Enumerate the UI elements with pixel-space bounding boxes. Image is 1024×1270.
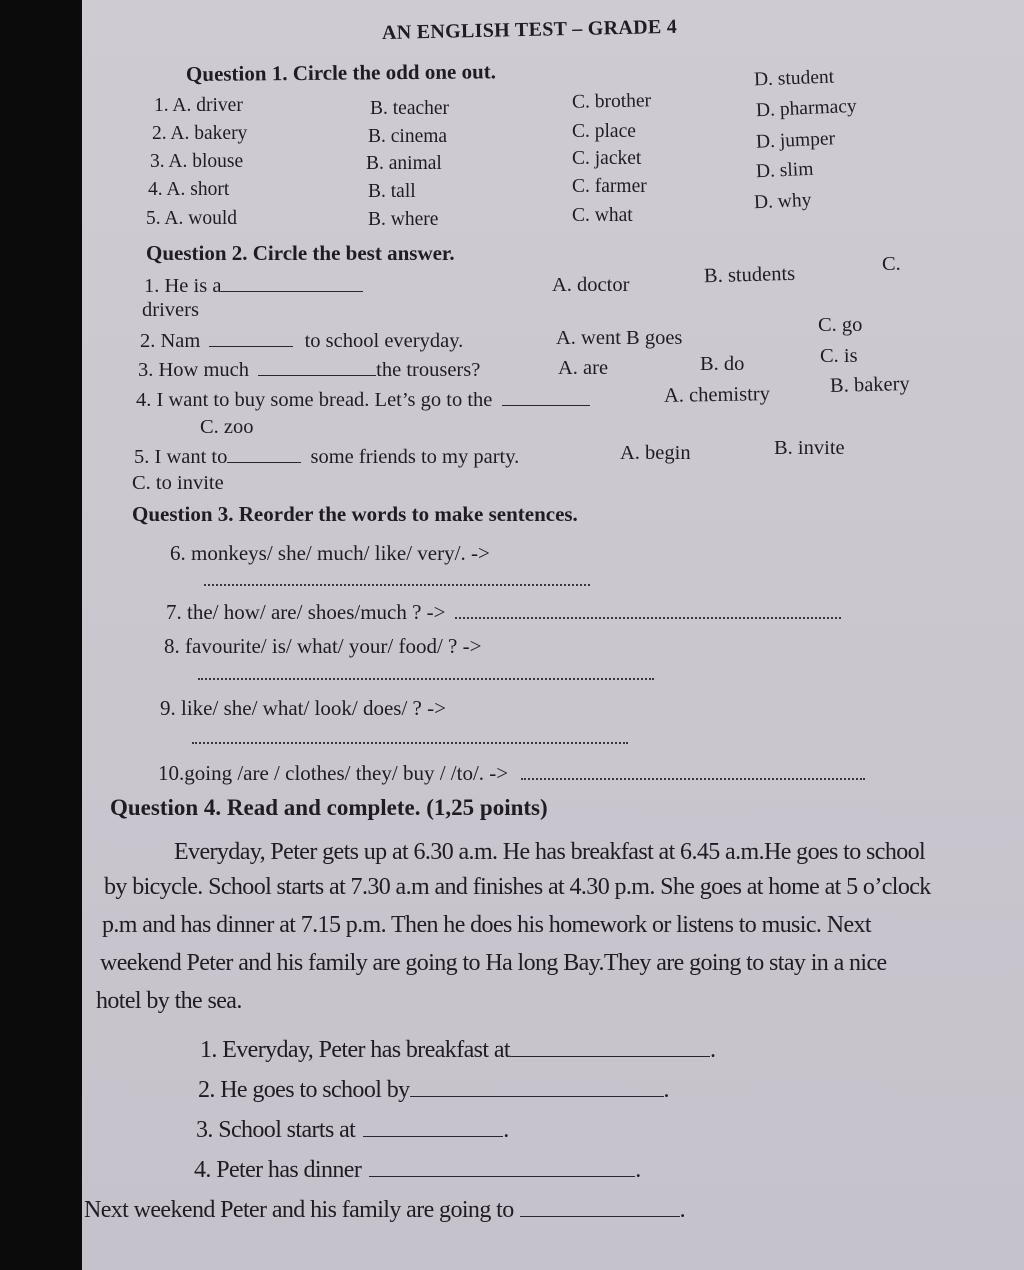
q2-item1-text: 1. He is a bbox=[144, 275, 222, 297]
q3-item7 bbox=[166, 600, 841, 625]
q3-item9-answer-line bbox=[192, 728, 628, 744]
q1-row1-c: C. brother bbox=[571, 90, 652, 113]
q2-item3-opt-c: C. is bbox=[820, 345, 858, 367]
q2-item1-opt-c: C. bbox=[882, 253, 901, 275]
q4-item1-blank bbox=[510, 1056, 710, 1057]
q3-item9: 9. like/ she/ what/ look/ does/ ? -> bbox=[160, 696, 446, 720]
q2-item2-blank bbox=[209, 346, 293, 347]
q1-row5-d: D. why bbox=[753, 189, 812, 214]
q3-item6: 6. monkeys/ she/ much/ like/ very/. -> bbox=[170, 541, 490, 565]
q4-item1-period: . bbox=[709, 1037, 716, 1063]
q4-item3-period: . bbox=[503, 1117, 509, 1143]
q1-row2-b: B. cinema bbox=[368, 126, 448, 147]
q2-item2-opt-c: C. go bbox=[818, 314, 863, 336]
q1-row4-d: D. slim bbox=[755, 158, 814, 183]
q1-row2-d: D. pharmacy bbox=[755, 95, 858, 122]
q2-item5-blank bbox=[227, 462, 301, 463]
q1-row3-b: B. animal bbox=[366, 153, 442, 174]
q1-row1-d: D. student bbox=[753, 66, 835, 91]
q4-paragraph-line1: Everyday, Peter gets up at 6.30 a.m. He has breakfast at 6.45 a.m.He goes to school bbox=[174, 839, 926, 865]
q2-item2-opt-ab: A. went B goes bbox=[556, 327, 683, 349]
q1-row3-d: D. jumper bbox=[755, 128, 836, 153]
q4-item2 bbox=[198, 1071, 669, 1109]
q3-item8: 8. favourite/ is/ what/ your/ food/ ? -> bbox=[164, 634, 482, 658]
q2-item5-opt-b: B. invite bbox=[774, 437, 845, 459]
q2-item4-blank bbox=[502, 405, 590, 406]
q1-row4-c: C. farmer bbox=[572, 176, 647, 197]
q4-paragraph-line5: hotel by the sea. bbox=[96, 988, 242, 1014]
q2-item4-wrap: C. zoo bbox=[200, 416, 254, 438]
q3-item8-answer-line bbox=[198, 664, 654, 680]
test-sheet bbox=[82, 0, 1024, 1270]
q1-row4-b: B. tall bbox=[368, 181, 416, 202]
q2-item5-stem bbox=[134, 446, 519, 469]
q4-item5-text: Next weekend Peter and his family are going to bbox=[84, 1197, 514, 1223]
q2-item1-wrap: drivers bbox=[142, 299, 199, 321]
q3-item10-answer-line bbox=[521, 764, 865, 780]
q2-item1-stem bbox=[144, 275, 363, 298]
q2-heading: Question 2. Circle the best answer. bbox=[146, 241, 455, 265]
q4-paragraph-line3: p.m and has dinner at 7.15 p.m. Then he does his homework or listens to music. Next bbox=[102, 912, 871, 938]
q4-paragraph-line2: by bicycle. School starts at 7.30 a.m and finishes at 4.30 p.m. She goes at home at 5 o’clock bbox=[104, 874, 931, 900]
q1-row5-b: B. where bbox=[368, 209, 439, 230]
q2-item5-after: some friends to my party. bbox=[310, 446, 520, 468]
q4-item4-period: . bbox=[635, 1157, 641, 1183]
q2-item5-wrap: C. to invite bbox=[132, 472, 224, 494]
q2-item4-opt-b: B. bakery bbox=[829, 372, 910, 398]
q1-row2-c: C. place bbox=[572, 121, 636, 142]
q3-item7-text: 7. the/ how/ are/ shoes/much ? -> bbox=[166, 600, 446, 624]
q4-heading: Question 4. Read and complete. (1,25 points) bbox=[110, 795, 548, 820]
q3-item7-answer-line bbox=[455, 603, 841, 619]
q1-row1-b: B. teacher bbox=[370, 98, 450, 119]
q2-item2-stem bbox=[140, 330, 463, 353]
q2-item2-after: to school everyday. bbox=[304, 330, 464, 352]
q4-item1 bbox=[200, 1031, 715, 1069]
q2-item2-text: 2. Nam bbox=[140, 330, 201, 352]
q4-item3-blank bbox=[363, 1136, 503, 1137]
q2-item3-blank bbox=[258, 375, 376, 376]
q4-item4 bbox=[194, 1151, 641, 1189]
q4-paragraph-line4: weekend Peter and his family are going to Ha long Bay.They are going to stay in a nice bbox=[100, 950, 887, 976]
q4-item4-blank bbox=[369, 1176, 635, 1177]
q2-item3-stem bbox=[138, 359, 480, 382]
q2-item1-blank bbox=[221, 291, 363, 292]
q3-item10-text: 10.going /are / clothes/ they/ buy / /to/. -> bbox=[158, 761, 509, 785]
q3-heading: Question 3. Reorder the words to make sentences. bbox=[132, 502, 578, 526]
q2-item4-text: 4. I want to buy some bread. Let’s go to the bbox=[136, 389, 493, 411]
q2-item5-text: 5. I want to bbox=[134, 446, 228, 468]
q4-item4-text: 4. Peter has dinner bbox=[194, 1157, 362, 1183]
q2-item3-after: the trousers? bbox=[376, 359, 481, 381]
q2-item3-text: 3. How much bbox=[138, 359, 250, 381]
q1-row3-c: C. jacket bbox=[572, 148, 642, 169]
q1-heading: Question 1. Circle the odd one out. bbox=[185, 59, 497, 86]
q3-item6-answer-line bbox=[204, 570, 590, 586]
q4-item2-blank bbox=[410, 1096, 664, 1097]
q2-item5-opt-a: A. begin bbox=[620, 442, 691, 464]
q2-item1-opt-b: B. students bbox=[703, 262, 796, 288]
q1-row5-c: C. what bbox=[572, 205, 633, 226]
q4-item1-text: 1. Everyday, Peter has breakfast at bbox=[200, 1037, 510, 1063]
q1-row1-a: 1. A. driver bbox=[154, 95, 243, 116]
q2-item3-opt-a: A. are bbox=[558, 357, 609, 379]
q4-item5 bbox=[84, 1191, 685, 1229]
q4-item5-period: . bbox=[679, 1197, 686, 1223]
q4-item3-text: 3. School starts at bbox=[196, 1117, 356, 1143]
q4-item2-text: 2. He goes to school by bbox=[198, 1077, 410, 1103]
q1-row4-a: 4. A. short bbox=[148, 179, 230, 200]
q4-item5-blank bbox=[520, 1216, 680, 1217]
q2-item3-opt-b: B. do bbox=[700, 353, 745, 375]
q1-row2-a: 2. A. bakery bbox=[152, 123, 248, 144]
q1-row3-a: 3. A. blouse bbox=[150, 151, 244, 172]
q2-item4-opt-a: A. chemistry bbox=[663, 383, 771, 407]
q3-item10 bbox=[158, 761, 865, 786]
q4-item3 bbox=[196, 1111, 509, 1149]
test-title: AN ENGLISH TEST – GRADE 4 bbox=[381, 15, 678, 44]
q2-item4-stem bbox=[136, 389, 590, 412]
q2-item1-opt-a: A. doctor bbox=[552, 274, 630, 296]
q1-row5-a: 5. A. would bbox=[146, 208, 238, 229]
q4-item2-period: . bbox=[663, 1077, 669, 1103]
